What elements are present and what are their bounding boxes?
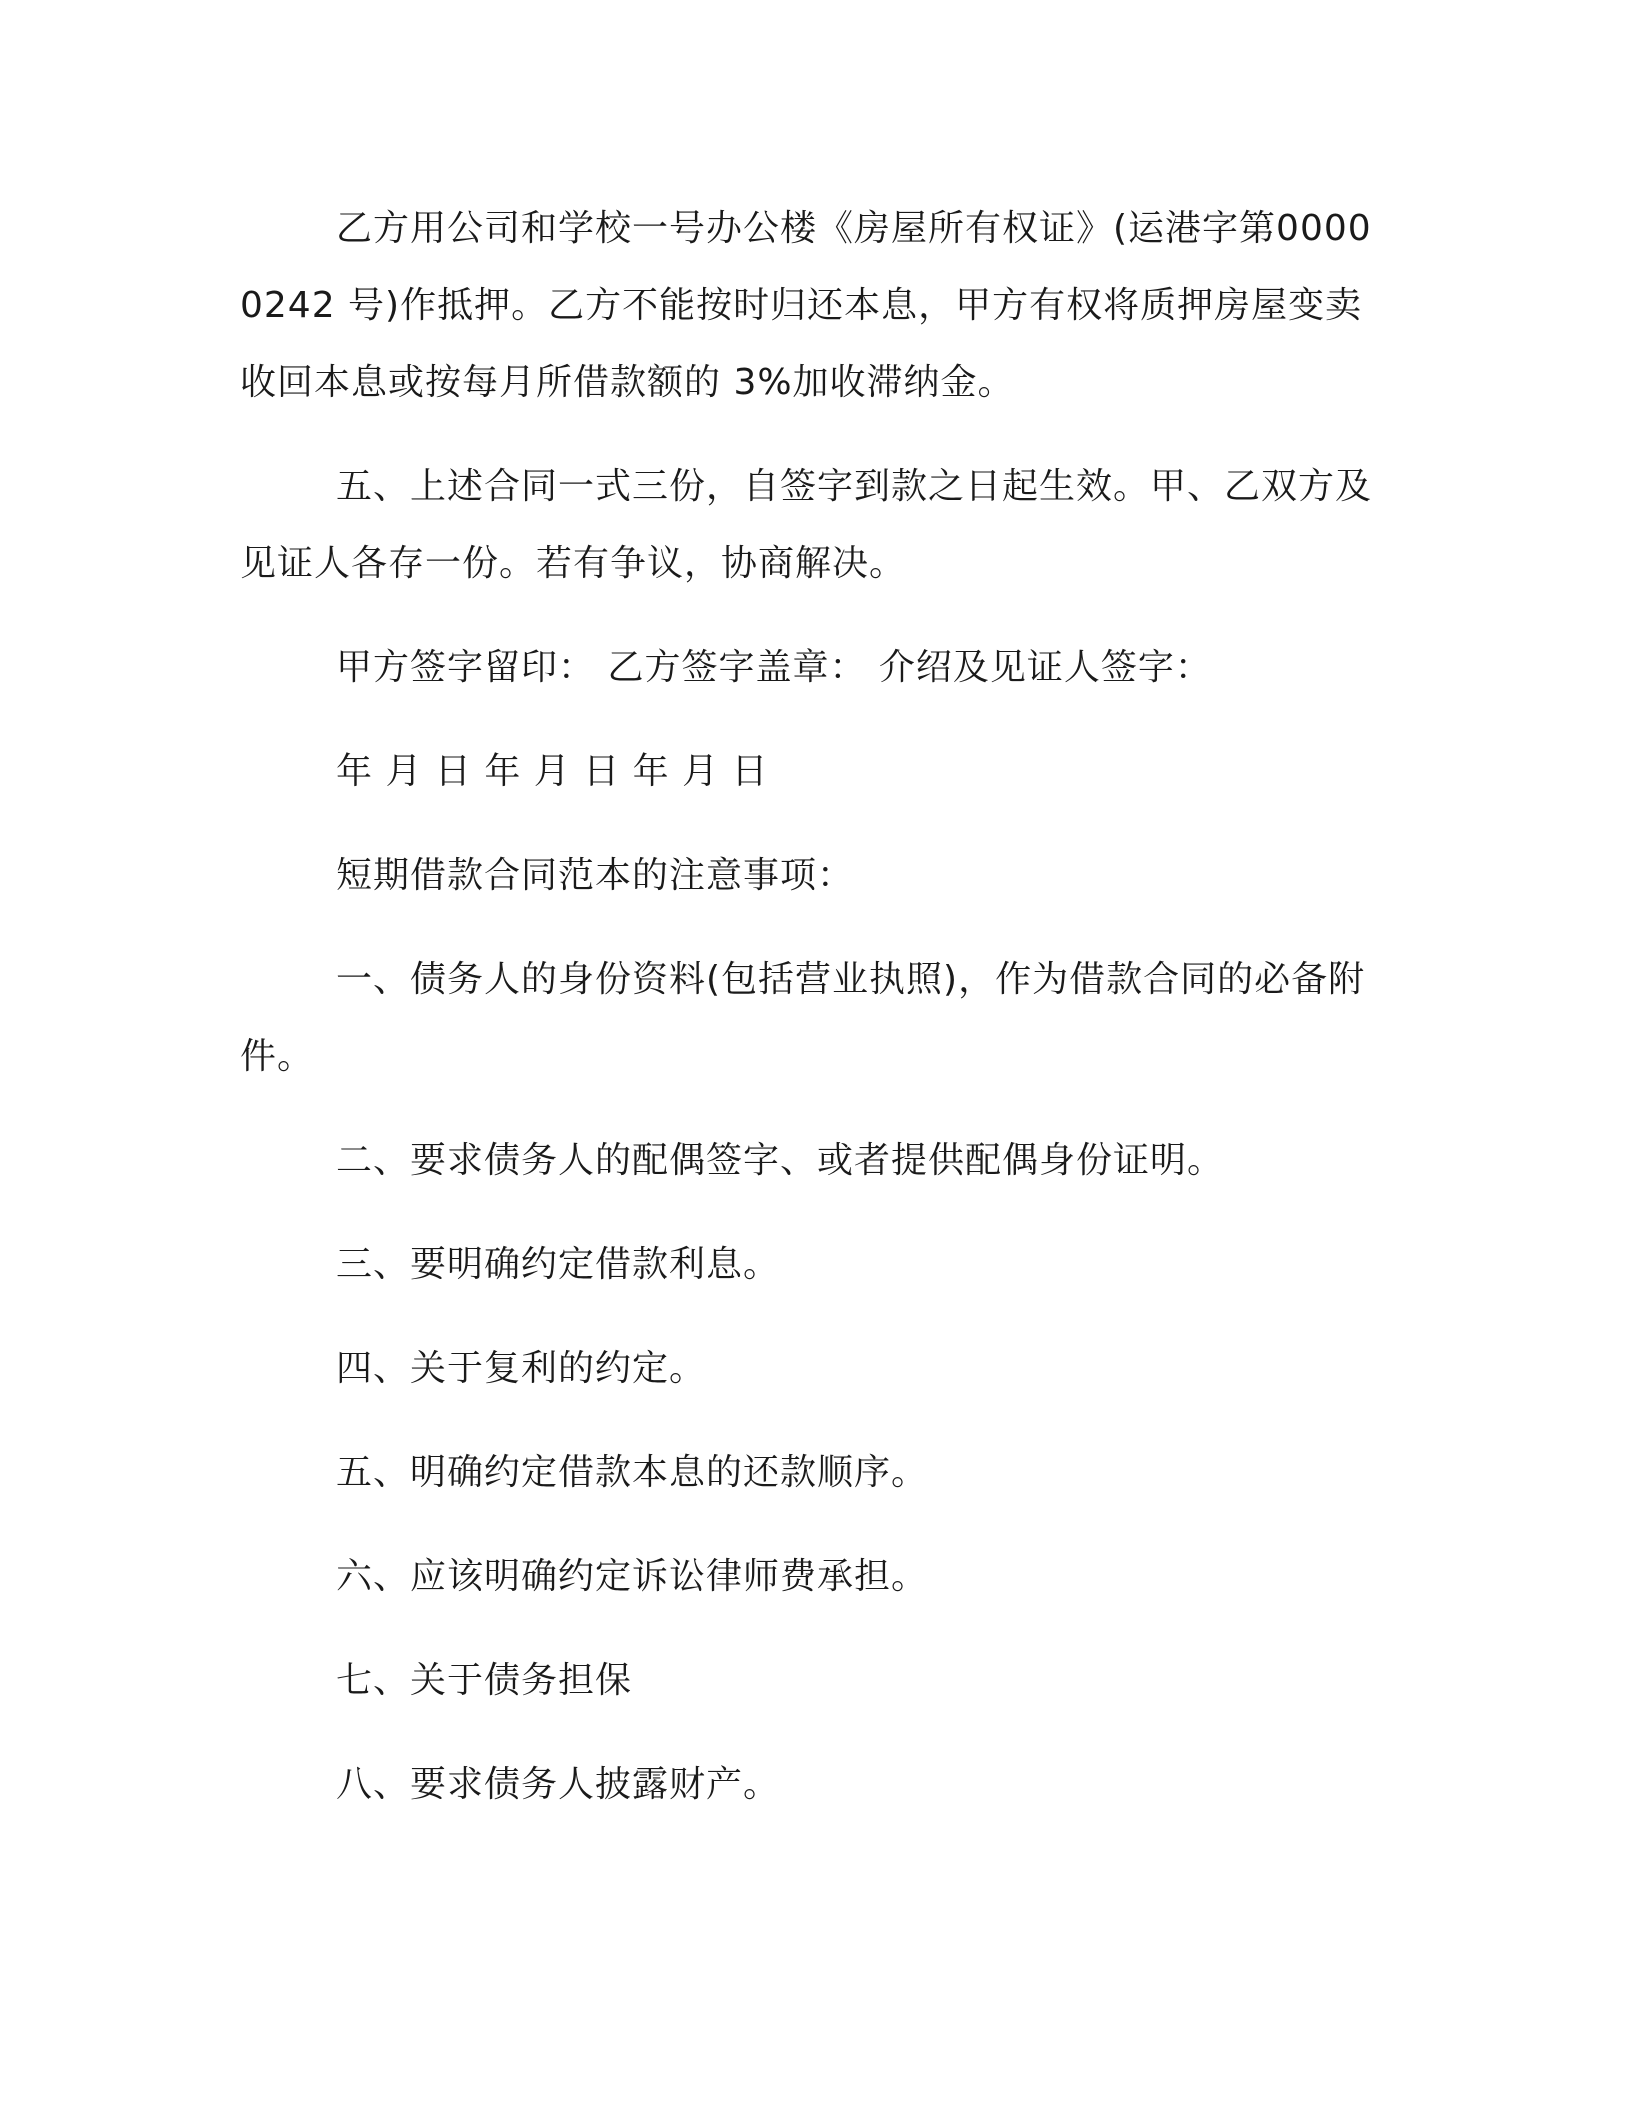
paragraph-signatures: 甲方签字留印： 乙方签字盖章： 介绍及见证人签字： [336,647,1212,688]
paragraph-note-five: 五、明确约定借款本息的还款顺序。 [336,1452,929,1493]
document-body [240,190,1390,1823]
paragraph-note-eight: 八、要求债务人披露财产。 [336,1764,781,1805]
paragraph-notes-heading: 短期借款合同范本的注意事项： [336,855,855,896]
paragraph-dates: 年 月 日 年 月 日 年 月 日 [336,751,769,792]
paragraph-clause-five: 五、上述合同一式三份，自签字到款之日起生效。甲、乙双方及见证人各存一份。若有争议，协商解决。 [240,466,1373,584]
paragraph-note-three: 三、要明确约定借款利息。 [336,1244,781,1285]
paragraph-note-six: 六、应该明确约定诉讼律师费承担。 [336,1556,929,1597]
paragraph-mortgage-clause: 乙方用公司和学校一号办公楼《房屋所有权证》(运港字第00000242 号)作抵押。乙方不能按时归还本息，甲方有权将质押房屋变卖收回本息或按每月所借款额的 3%加收滞纳金。 [240,208,1372,403]
paragraph-note-two: 二、要求债务人的配偶签字、或者提供配偶身份证明。 [336,1140,1225,1181]
paragraph-note-one: 一、债务人的身份资料(包括营业执照)，作为借款合同的必备附件。 [240,959,1366,1077]
paragraph-note-four: 四、关于复利的约定。 [336,1348,707,1389]
paragraph-note-seven: 七、关于债务担保 [336,1660,633,1701]
